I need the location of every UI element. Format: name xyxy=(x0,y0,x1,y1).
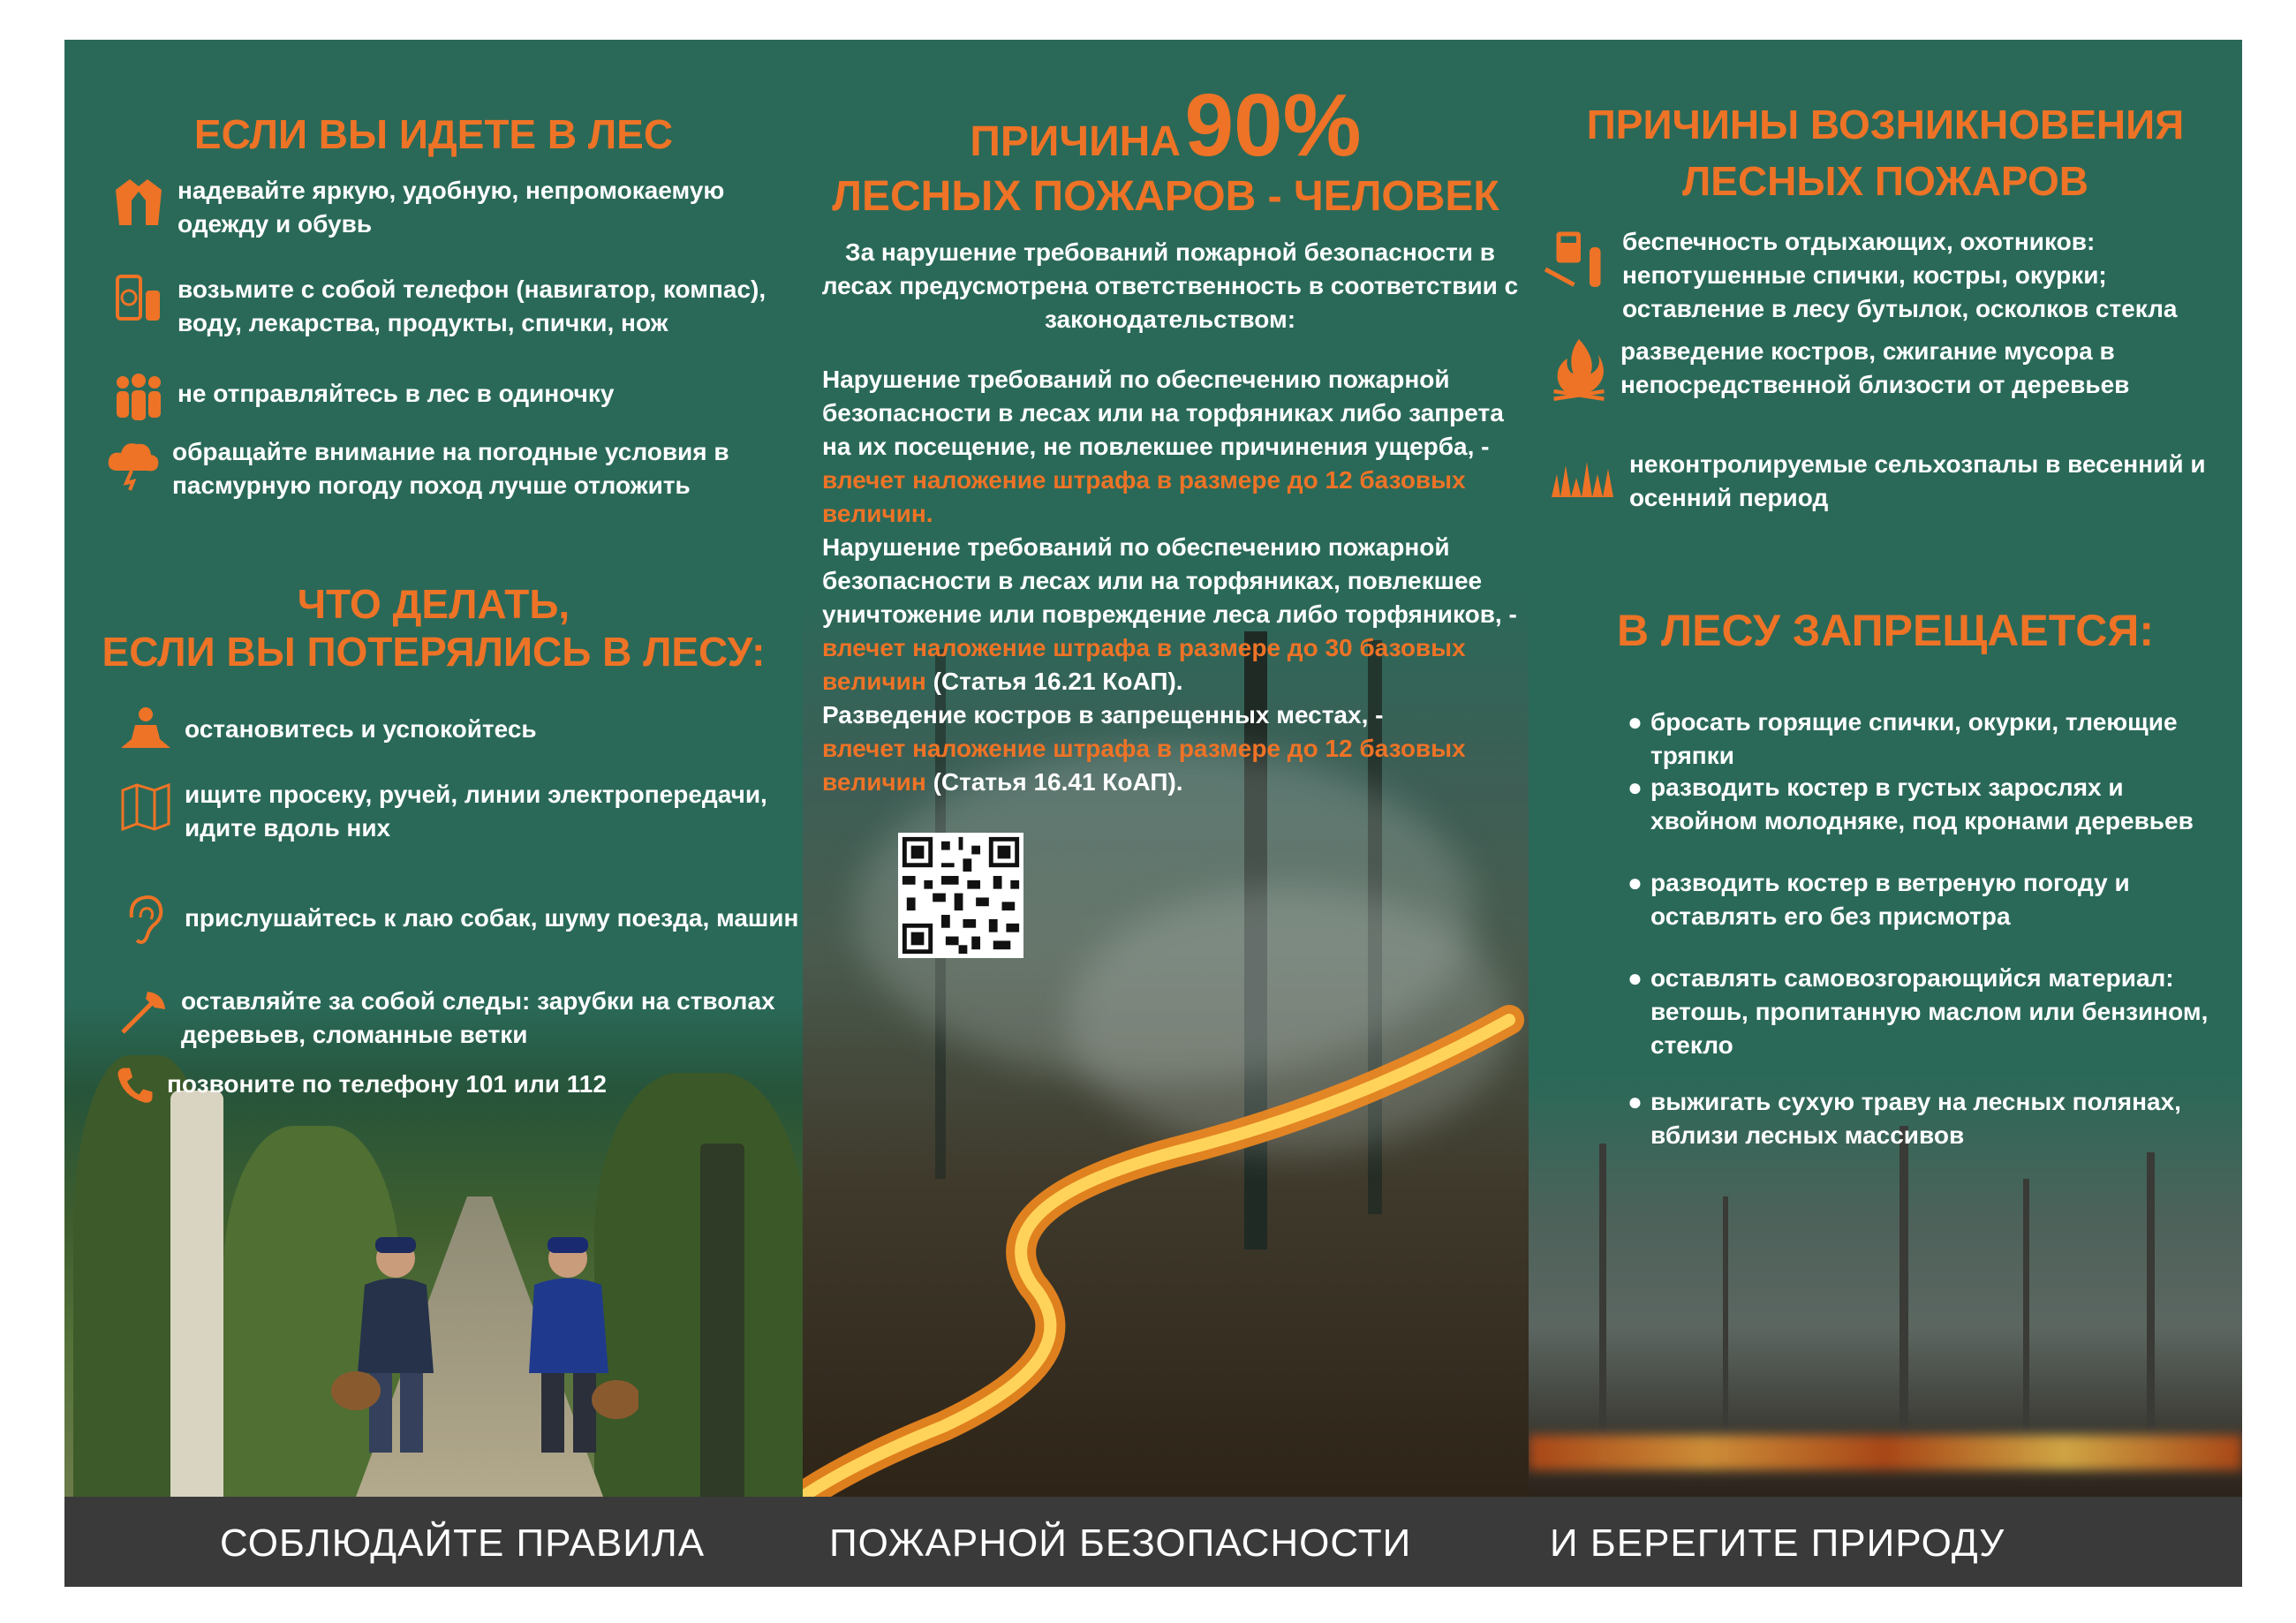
map-icon xyxy=(117,778,174,834)
tip-not-alone xyxy=(110,368,782,425)
burning-grass-line xyxy=(1529,1435,2242,1470)
axe-icon xyxy=(114,985,170,1041)
heading-going-to-forest: ЕСЛИ ВЫ ИДЕТЕ В ЛЕС xyxy=(193,111,674,157)
mushroom-picker-left xyxy=(329,1232,462,1461)
para1-penalty: влечет наложение штрафа в размере до 12 базовых величин. xyxy=(822,466,1466,527)
title-percent: 90% xyxy=(1184,76,1362,175)
cause-carelessness xyxy=(1541,225,2239,326)
cause-agri-burning xyxy=(1548,448,2237,515)
lost-tip-call xyxy=(114,1064,785,1106)
tip-text: обращайте внимание на погодные условия в пасмурную погоду поход лучше отложить xyxy=(172,438,729,499)
forbidden-item xyxy=(1628,706,2237,773)
lost-tip-text: ищите просеку, ручей, линии электропередачи, идите вдоль них xyxy=(185,781,767,842)
lost-tip-listen xyxy=(117,893,803,949)
para2-penalty: влечет наложение штрафа в размере до 30 базовых величин xyxy=(822,634,1466,695)
lost-tip-text: позвоните по телефону 101 или 112 xyxy=(167,1070,607,1098)
center-title-line2: ЛЕСНЫХ ПОЖАРОВ - ЧЕЛОВЕК xyxy=(832,173,1499,220)
tip-clothing xyxy=(110,174,782,241)
qr-code[interactable] xyxy=(898,833,1023,958)
right-panel xyxy=(1529,40,2242,1497)
jacket-icon xyxy=(110,174,167,230)
leaflet xyxy=(64,40,2242,1587)
bullet-dot: ● xyxy=(1628,774,1643,801)
cause-text: беспечность отдыхающих, охотников: непотушенные спички, костры, окурки; оставление в лесу бутылок, осколков стекла xyxy=(1622,228,2178,322)
burning-grass-icon xyxy=(1548,448,1619,501)
meditation-icon xyxy=(117,704,174,760)
left-panel xyxy=(64,40,803,1497)
forbidden-text: разводить костер в ветреную погоду и оставлять его без присмотра xyxy=(1650,869,2130,930)
para3-ref: (Статья 16.41 КоАП). xyxy=(933,768,1183,796)
heading-line: ЛЕСНЫХ ПОЖАРОВ xyxy=(1682,158,2088,204)
group-icon xyxy=(110,368,167,425)
lost-tip-landmarks xyxy=(117,778,803,845)
para3-text: Разведение костров в запрещенных местах, - xyxy=(822,701,1384,728)
tip-text: не отправляйтесь в лес в одиночку xyxy=(177,380,615,407)
tip-text: надевайте яркую, удобную, непромокаемую одежду и обувь xyxy=(177,177,725,238)
para1-text: Нарушение требований по обеспечению пожарной безопасности в лесах или на торфяниках либо запрета на их посещение, не повлекшее причинения ущерба, - xyxy=(822,366,1504,460)
forbidden-text: выжигать сухую траву на лесных полянах, вблизи лесных массивов xyxy=(1650,1088,2181,1149)
lost-tip-text: остановитесь и успокойтесь xyxy=(185,715,537,743)
handset-icon xyxy=(114,1064,156,1106)
matches-bottle-icon xyxy=(1541,225,1612,296)
forbidden-item xyxy=(1628,771,2237,838)
center-title xyxy=(803,75,1529,177)
para2-text: Нарушение требований по обеспечению пожарной безопасности в лесах или на торфяниках, повлекшее уничтожение или повреждение леса либо торфяников, - xyxy=(822,533,1517,628)
heading-causes xyxy=(1529,96,2242,209)
bullet-dot: ● xyxy=(1628,708,1643,736)
heading-forbidden: В ЛЕСУ ЗАПРЕЩАЕТСЯ: xyxy=(1617,606,2154,655)
lost-tip-text: оставляйте за собой следы: зарубки на стволах деревьев, сломанные ветки xyxy=(181,987,775,1048)
lost-tip-text: прислушайтесь к лаю собак, шуму поезда, машин xyxy=(185,904,799,932)
forbidden-text: оставлять самовозгорающийся материал: ветошь, пропитанную маслом или бензином, стекло xyxy=(1650,964,2209,1059)
center-panel xyxy=(803,40,1529,1497)
heading-line: ПРИЧИНЫ ВОЗНИКНОВЕНИЯ xyxy=(1586,102,2185,147)
lost-tip-calm xyxy=(117,704,789,760)
storm-cloud-icon xyxy=(105,435,162,492)
heading-line: ЕСЛИ ВЫ ПОТЕРЯЛИСЬ В ЛЕСУ: xyxy=(102,629,766,675)
title-word: ПРИЧИНА xyxy=(970,118,1181,165)
tip-text: возьмите с собой телефон (навигатор, компас), воду, лекарства, продукты, спички, нож xyxy=(177,276,767,336)
para3-penalty: влечет наложение штрафа в размере до 12 базовых величин xyxy=(822,735,1466,796)
campfire-icon xyxy=(1548,335,1610,405)
fire-line xyxy=(803,967,1529,1497)
ear-icon xyxy=(117,893,174,949)
lost-tip-marks xyxy=(114,985,785,1052)
heading-what-to-do xyxy=(64,580,803,676)
footer-part2: ПОЖАРНОЙ БЕЗОПАСНОСТИ xyxy=(829,1521,1412,1565)
penalty-block xyxy=(822,363,1520,799)
cause-text: разведение костров, сжигание мусора в непосредственной близости от деревьев xyxy=(1620,337,2130,398)
forbidden-item xyxy=(1628,866,2237,933)
heading-line: ЧТО ДЕЛАТЬ, xyxy=(297,581,570,627)
tip-phone xyxy=(110,273,803,340)
center-intro: За нарушение требований пожарной безопасности в лесах предусмотрена ответственность в соответствии с законодательством: xyxy=(821,238,1519,333)
footer-part3: И БЕРЕГИТЕ ПРИРОДУ xyxy=(1550,1521,2005,1565)
forbidden-item xyxy=(1628,962,2237,1062)
mushroom-picker-right xyxy=(497,1232,638,1461)
bullet-dot: ● xyxy=(1628,1088,1643,1115)
bullet-dot: ● xyxy=(1628,869,1643,896)
tip-weather xyxy=(105,435,794,502)
forbidden-text: бросать горящие спички, окурки, тлеющие тряпки xyxy=(1650,708,2178,769)
bullet-dot: ● xyxy=(1628,964,1643,992)
cause-text: неконтролируемые сельхозпалы в весенний и осенний период xyxy=(1629,450,2206,511)
phone-icon xyxy=(110,273,167,329)
forbidden-item xyxy=(1628,1085,2237,1152)
para2-ref: (Статья 16.21 КоАП). xyxy=(933,668,1183,695)
footer-banner xyxy=(64,1497,2242,1587)
forbidden-text: разводить костер в густых зарослях и хвойном молодняке, под кронами деревьев xyxy=(1650,774,2194,834)
cause-campfires xyxy=(1548,335,2237,405)
footer-part1: СОБЛЮДАЙТЕ ПРАВИЛА xyxy=(220,1521,706,1565)
